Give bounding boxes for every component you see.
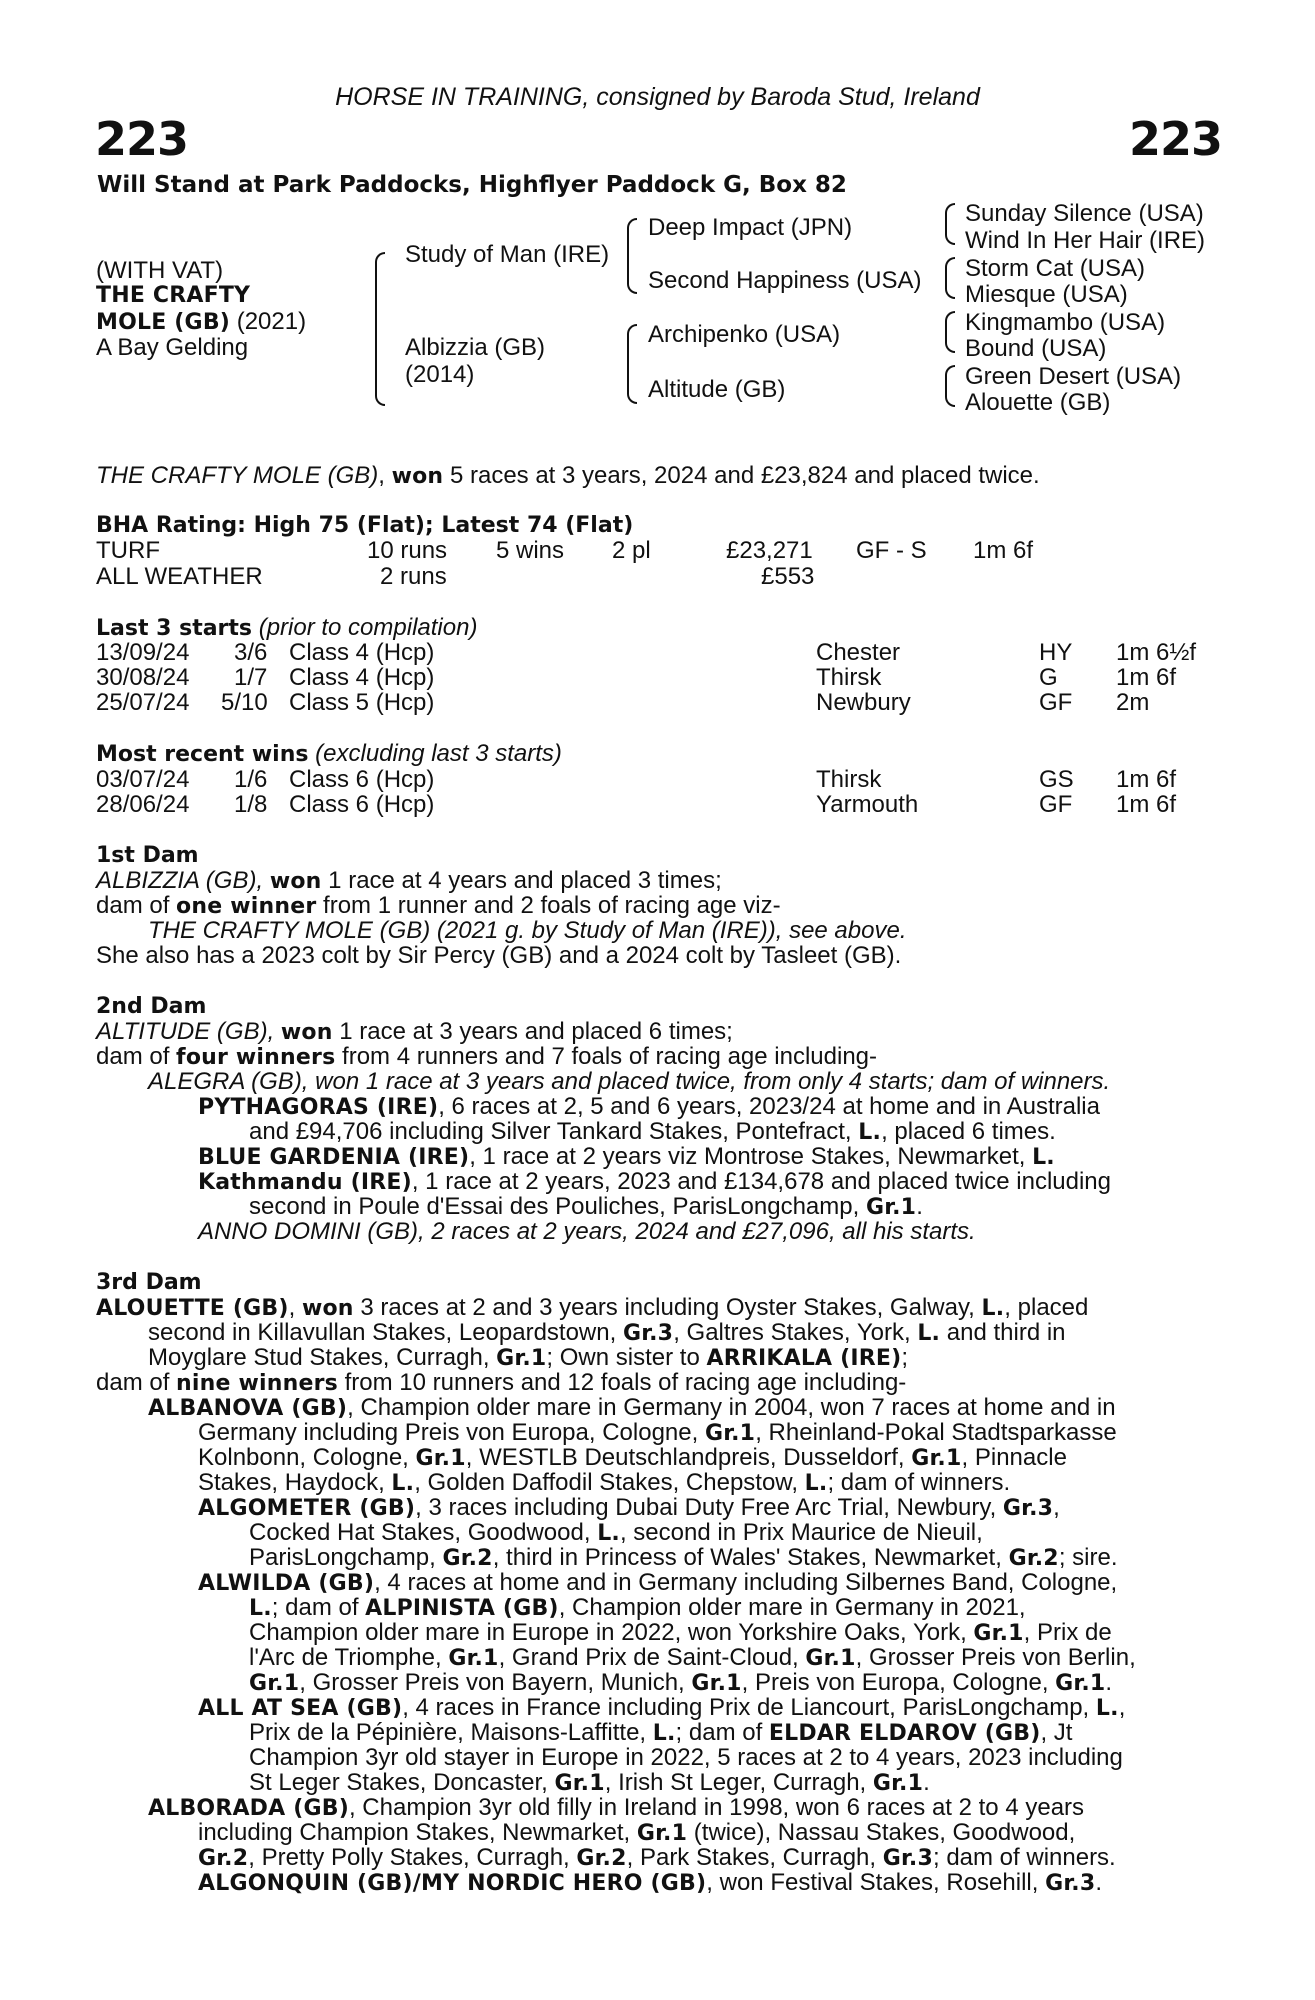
dam2-alegra: ALEGRA (GB), won 1 race at 3 years and placed twice, from only 4 starts; dam of winners. [148, 1068, 1111, 1095]
dam1-progeny: THE CRAFTY MOLE (GB) (2021 g. by Study of Man (IRE)), see above. [148, 917, 907, 944]
dam-dam-sire: Green Desert (USA) [965, 363, 1182, 390]
recent-note: (excluding last 3 starts) [308, 740, 562, 767]
start-course: Newbury [816, 689, 911, 716]
win-going: GS [1039, 766, 1074, 793]
alwilda-line1: ALWILDA (GB), 4 races at home and in Germany including Silbernes Band, Cologne, [198, 1569, 1118, 1596]
summary-won: won [391, 464, 444, 489]
sire-sire-dam: Wind In Her Hair (IRE) [965, 227, 1206, 254]
start-going: G [1039, 664, 1058, 691]
pedigree-brace-dam [627, 324, 637, 404]
win-date: 28/06/24 [96, 791, 190, 818]
win-class: Class 6 (Hcp) [289, 766, 435, 793]
dam2-line2: dam of four winners from 4 runners and 7 foals of racing age including- [96, 1043, 877, 1070]
win-course: Yarmouth [816, 791, 919, 818]
sire-name: Study of Man (IRE) [405, 241, 610, 268]
rating-surface: TURF [96, 537, 160, 564]
last3-note: (prior to compilation) [252, 614, 478, 641]
pedigree-brace-main [375, 252, 385, 406]
sire-sire: Deep Impact (JPN) [648, 214, 853, 241]
alborada-line3: Gr.2, Pretty Polly Stakes, Curragh, Gr.2, Park Stakes, Curragh, Gr.3; dam of winners. [198, 1844, 1116, 1871]
rating-wins: 5 wins [496, 537, 565, 564]
win-class: Class 6 (Hcp) [289, 791, 435, 818]
rating-surface: ALL WEATHER [96, 563, 263, 590]
dam2-kathmandu: Kathmandu (IRE), 1 race at 2 years, 2023 and £134,678 and placed twice including [198, 1168, 1111, 1195]
dam2-anno-domini: ANNO DOMINI (GB), 2 races at 2 years, 2024 and £27,096, all his starts. [198, 1218, 976, 1245]
pedigree-brace-sire [627, 218, 637, 294]
pedigree-brace-ss [945, 203, 955, 245]
horse-name-bold: MOLE (GB) [96, 310, 231, 335]
stand-location: Will Stand at Park Paddocks, Highflyer Paddock G, Box 82 [97, 172, 847, 198]
start-going: HY [1039, 639, 1073, 666]
horse-year: (2021) [230, 308, 307, 335]
rating-runs: 10 runs [367, 537, 448, 564]
recent-heading [96, 740, 562, 768]
alouette-line2: second in Killavullan Stakes, Leopardstown, Gr.3, Galtres Stakes, York, L. and third in [148, 1319, 1066, 1346]
start-date: 13/09/24 [96, 639, 190, 666]
alborada-line2: including Champion Stakes, Newmarket, Gr.1 (twice), Nassau Stakes, Goodwood, [198, 1819, 1076, 1846]
dam3-nine-winners: dam of nine winners from 10 runners and 12 foals of racing age including- [96, 1369, 907, 1396]
rating-placed: 2 pl [612, 537, 651, 564]
win-distance: 1m 6f [1116, 791, 1177, 818]
algometer-line2: Cocked Hat Stakes, Goodwood, L., second in Prix Maurice de Nieuil, [249, 1519, 983, 1546]
start-distance: 1m 6f [1116, 664, 1177, 691]
albanova-line4: Stakes, Haydock, L., Golden Daffodil Stakes, Chepstow, L.; dam of winners. [198, 1469, 1011, 1496]
start-distance: 1m 6½f [1116, 639, 1197, 666]
horse-name-line1: THE CRAFTY [96, 283, 251, 308]
start-course: Chester [816, 639, 901, 666]
dam1-line1 [96, 868, 722, 894]
recent-title: Most recent wins [96, 742, 309, 767]
vat-note: (WITH VAT) [96, 257, 224, 284]
consignment-header: HORSE IN TRAINING, consigned by Baroda Stud, Ireland [335, 83, 980, 111]
last3-heading [96, 614, 477, 642]
summary-horse-name: THE CRAFTY MOLE (GB) [96, 462, 379, 489]
allatsea-line3: Champion 3yr old stayer in Europe in 2022, 5 races at 2 to 4 years, 2023 including [249, 1744, 1123, 1771]
sire-dam-dam: Miesque (USA) [965, 281, 1128, 308]
pedigree-brace-sd [945, 257, 955, 299]
algonquin-line: ALGONQUIN (GB)/MY NORDIC HERO (GB), won Festival Stakes, Rosehill, Gr.3. [198, 1869, 1103, 1896]
algometer-line3: ParisLongchamp, Gr.2, third in Princess of Wales' Stakes, Newmarket, Gr.2; sire. [249, 1544, 1118, 1571]
dam-sire-sire: Kingmambo (USA) [965, 309, 1166, 336]
dam2-blue-gardenia: BLUE GARDENIA (IRE), 1 race at 2 years viz Montrose Stakes, Newmarket, L. [198, 1143, 1055, 1170]
rating-prize: £23,271 [726, 537, 813, 564]
alouette-line1: ALOUETTE (GB), won 3 races at 2 and 3 years including Oyster Stakes, Galway, L., placed [96, 1294, 1089, 1321]
dam1-won: won [269, 869, 322, 894]
dam-dam: Altitude (GB) [648, 376, 786, 403]
dam-year: (2014) [405, 361, 475, 388]
dam2-line1: ALTITUDE (GB), won 1 race at 3 years and placed 6 times; [96, 1018, 733, 1045]
dam2-kathmandu-cont: second in Poule d'Essai des Pouliches, ParisLongchamp, Gr.1. [249, 1193, 923, 1220]
horse-name-line2 [96, 308, 306, 336]
start-course: Thirsk [816, 664, 882, 691]
sire-dam: Second Happiness (USA) [648, 267, 922, 294]
dam2-title: 2nd Dam [96, 994, 207, 1019]
rating-going: GF - S [856, 537, 927, 564]
start-class: Class 4 (Hcp) [289, 639, 435, 666]
dam2-pythagoras-cont: and £94,706 including Silver Tankard Stakes, Pontefract, L., placed 6 times. [249, 1118, 1056, 1145]
start-position: 1/7 [234, 664, 268, 691]
pedigree-brace-dd [945, 365, 955, 407]
alwilda-line3: Champion older mare in Europe in 2022, won Yorkshire Oaks, York, Gr.1, Prix de [249, 1619, 1112, 1646]
sire-sire-sire: Sunday Silence (USA) [965, 200, 1204, 227]
albanova-line3: Kolnbonn, Cologne, Gr.1, WESTLB Deutschlandpreis, Dusseldorf, Gr.1, Pinnacle [198, 1444, 1067, 1471]
horse-description: A Bay Gelding [96, 334, 249, 361]
race-summary: THE CRAFTY MOLE (GB), won 5 races at 3 years, 2024 and £23,824 and placed twice. [96, 462, 1040, 489]
dam1-title: 1st Dam [96, 843, 199, 868]
dam1-line2: dam of one winner from 1 runner and 2 foals of racing age viz- [96, 892, 781, 919]
start-date: 30/08/24 [96, 664, 190, 691]
allatsea-line1: ALL AT SEA (GB), 4 races in France including Prix de Liancourt, ParisLongchamp, L., [198, 1694, 1126, 1721]
start-distance: 2m [1116, 689, 1150, 716]
dam-dam-dam: Alouette (GB) [965, 389, 1111, 416]
dam1-name: ALBIZZIA (GB), [96, 867, 270, 894]
dam1-also: She also has a 2023 colt by Sir Percy (GB) and a 2024 colt by Tasleet (GB). [96, 942, 902, 969]
alouette-line3: Moyglare Stud Stakes, Curragh, Gr.1; Own sister to ARRIKALA (IRE); [148, 1344, 909, 1371]
win-course: Thirsk [816, 766, 882, 793]
dam-sire-dam: Bound (USA) [965, 335, 1107, 362]
win-position: 1/8 [234, 791, 268, 818]
pedigree-brace-ds [945, 311, 955, 353]
albanova-line1: ALBANOVA (GB), Champion older mare in Germany in 2004, won 7 races at home and in [148, 1394, 1116, 1421]
win-date: 03/07/24 [96, 766, 190, 793]
dam1-winners: one winner [176, 894, 317, 919]
lot-number-right: 223 [1128, 112, 1222, 166]
start-position: 3/6 [234, 639, 268, 666]
start-position: 5/10 [221, 689, 268, 716]
lot-number-left: 223 [95, 112, 189, 166]
albanova-line2: Germany including Preis von Europa, Cologne, Gr.1, Rheinland-Pokal Stadtsparkasse [198, 1419, 1117, 1446]
win-distance: 1m 6f [1116, 766, 1177, 793]
last3-title: Last 3 starts [96, 616, 253, 641]
start-class: Class 4 (Hcp) [289, 664, 435, 691]
start-class: Class 5 (Hcp) [289, 689, 435, 716]
dam1-rest: 1 race at 4 years and placed 3 times; [321, 867, 722, 894]
alwilda-line4: l'Arc de Triomphe, Gr.1, Grand Prix de Saint-Cloud, Gr.1, Grosser Preis von Berlin, [249, 1644, 1136, 1671]
dam-name: Albizzia (GB) [405, 334, 546, 361]
summary-rest: 5 races at 3 years, 2024 and £23,824 and placed twice. [443, 462, 1040, 489]
start-going: GF [1039, 689, 1073, 716]
win-position: 1/6 [234, 766, 268, 793]
algometer-line1: ALGOMETER (GB), 3 races including Dubai Duty Free Arc Trial, Newbury, Gr.3, [198, 1494, 1060, 1521]
alwilda-line5: Gr.1, Grosser Preis von Bayern, Munich, Gr.1, Preis von Europa, Cologne, Gr.1. [249, 1669, 1113, 1696]
allatsea-line2: Prix de la Pépinière, Maisons-Laffitte, L.; dam of ELDAR ELDAROV (GB), Jt [249, 1719, 1073, 1746]
dam-sire: Archipenko (USA) [648, 321, 841, 348]
rating-prize: £553 [761, 563, 815, 590]
alwilda-line2: L.; dam of ALPINISTA (GB), Champion older mare in Germany in 2021, [249, 1594, 1026, 1621]
dam3-title: 3rd Dam [96, 1270, 202, 1295]
alborada-line1: ALBORADA (GB), Champion 3yr old filly in Ireland in 1998, won 6 races at 2 to 4 years [148, 1794, 1085, 1821]
rating-title: BHA Rating: High 75 (Flat); Latest 74 (Flat) [96, 513, 634, 538]
start-date: 25/07/24 [96, 689, 190, 716]
sire-dam-sire: Storm Cat (USA) [965, 255, 1146, 282]
allatsea-line4: St Leger Stakes, Doncaster, Gr.1, Irish St Leger, Curragh, Gr.1. [249, 1769, 930, 1796]
dam2-pythagoras: PYTHAGORAS (IRE), 6 races at 2, 5 and 6 years, 2023/24 at home and in Australia [198, 1093, 1100, 1120]
rating-distance: 1m 6f [973, 537, 1034, 564]
rating-runs: 2 runs [380, 563, 447, 590]
win-going: GF [1039, 791, 1073, 818]
